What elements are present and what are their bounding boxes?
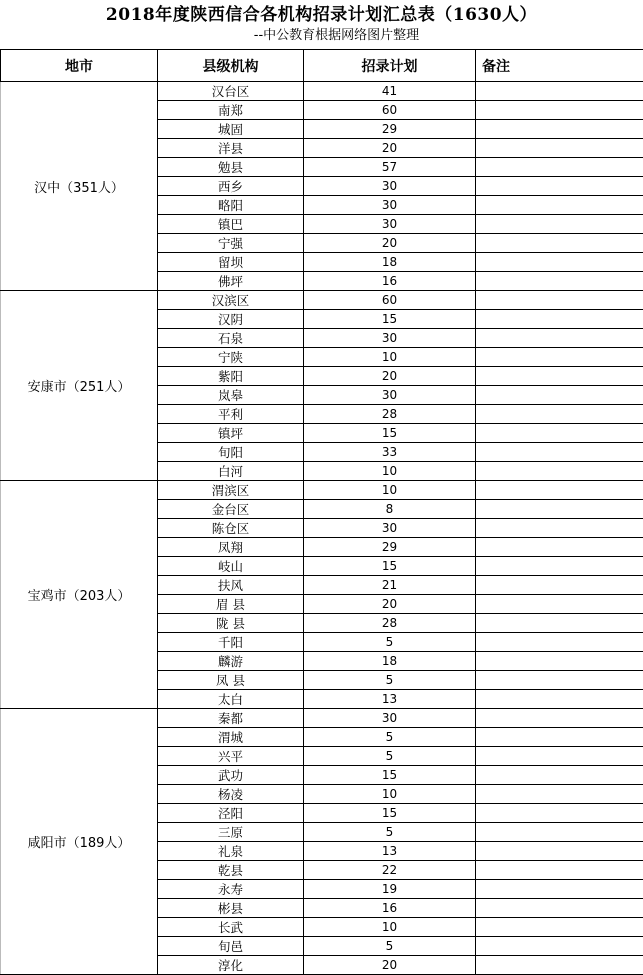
note-cell	[476, 82, 643, 101]
plan-cell: 10	[304, 348, 476, 367]
note-cell	[476, 500, 643, 519]
note-cell	[476, 462, 643, 481]
county-cell: 宁强	[158, 234, 304, 253]
plan-cell: 30	[304, 177, 476, 196]
plan-cell: 13	[304, 842, 476, 861]
plan-cell: 29	[304, 120, 476, 139]
table-row	[1, 291, 643, 310]
county-cell: 眉 县	[158, 595, 304, 614]
note-cell	[476, 519, 643, 538]
plan-cell: 8	[304, 500, 476, 519]
plan-cell: 10	[304, 481, 476, 500]
county-cell: 太白	[158, 690, 304, 709]
plan-cell: 22	[304, 861, 476, 880]
county-cell: 陇 县	[158, 614, 304, 633]
county-cell: 西乡	[158, 177, 304, 196]
county-cell: 白河	[158, 462, 304, 481]
plan-cell: 41	[304, 82, 476, 101]
plan-cell: 15	[304, 557, 476, 576]
note-cell	[476, 690, 643, 709]
note-cell	[476, 139, 643, 158]
city-cell: 宝鸡市（203人）	[1, 481, 158, 709]
plan-cell: 15	[304, 310, 476, 329]
county-cell: 岐山	[158, 557, 304, 576]
header-county: 县级机构	[158, 50, 304, 82]
county-cell: 汉阴	[158, 310, 304, 329]
note-cell	[476, 158, 643, 177]
county-cell: 渭城	[158, 728, 304, 747]
county-cell: 乾县	[158, 861, 304, 880]
note-cell	[476, 747, 643, 766]
note-cell	[476, 956, 643, 975]
plan-cell: 28	[304, 405, 476, 424]
plan-cell: 5	[304, 633, 476, 652]
note-cell	[476, 880, 643, 899]
note-cell	[476, 937, 643, 956]
county-cell: 勉县	[158, 158, 304, 177]
plan-cell: 16	[304, 272, 476, 291]
county-cell: 佛坪	[158, 272, 304, 291]
plan-cell: 60	[304, 291, 476, 310]
plan-cell: 15	[304, 424, 476, 443]
county-cell: 凤翔	[158, 538, 304, 557]
county-cell: 淳化	[158, 956, 304, 975]
plan-cell: 30	[304, 386, 476, 405]
county-cell: 永寿	[158, 880, 304, 899]
plan-cell: 5	[304, 747, 476, 766]
city-cell: 汉中（351人）	[1, 82, 158, 291]
note-cell	[476, 234, 643, 253]
county-cell: 武功	[158, 766, 304, 785]
plan-cell: 15	[304, 766, 476, 785]
recruitment-table	[0, 49, 643, 975]
plan-cell: 13	[304, 690, 476, 709]
county-cell: 镇巴	[158, 215, 304, 234]
plan-cell: 30	[304, 196, 476, 215]
county-cell: 千阳	[158, 633, 304, 652]
city-cell: 咸阳市（189人）	[1, 709, 158, 975]
note-cell	[476, 348, 643, 367]
county-cell: 旬阳	[158, 443, 304, 462]
plan-cell: 5	[304, 937, 476, 956]
header-notes: 备注	[476, 50, 643, 82]
county-cell: 南郑	[158, 101, 304, 120]
county-cell: 礼泉	[158, 842, 304, 861]
county-cell: 兴平	[158, 747, 304, 766]
note-cell	[476, 538, 643, 557]
plan-cell: 18	[304, 652, 476, 671]
plan-cell: 5	[304, 671, 476, 690]
note-cell	[476, 899, 643, 918]
note-cell	[476, 329, 643, 348]
plan-cell: 20	[304, 367, 476, 386]
note-cell	[476, 120, 643, 139]
plan-cell: 29	[304, 538, 476, 557]
plan-cell: 20	[304, 595, 476, 614]
county-cell: 陈仓区	[158, 519, 304, 538]
header-row	[1, 50, 643, 82]
county-cell: 金台区	[158, 500, 304, 519]
table-row	[1, 481, 643, 500]
plan-cell: 16	[304, 899, 476, 918]
note-cell	[476, 633, 643, 652]
county-cell: 城固	[158, 120, 304, 139]
county-cell: 渭滨区	[158, 481, 304, 500]
note-cell	[476, 481, 643, 500]
county-cell: 长武	[158, 918, 304, 937]
plan-cell: 19	[304, 880, 476, 899]
plan-cell: 57	[304, 158, 476, 177]
county-cell: 汉滨区	[158, 291, 304, 310]
plan-cell: 30	[304, 215, 476, 234]
plan-cell: 18	[304, 253, 476, 272]
note-cell	[476, 177, 643, 196]
county-cell: 凤 县	[158, 671, 304, 690]
plan-cell: 30	[304, 329, 476, 348]
note-cell	[476, 215, 643, 234]
note-cell	[476, 842, 643, 861]
note-cell	[476, 424, 643, 443]
note-cell	[476, 728, 643, 747]
note-cell	[476, 443, 643, 462]
table-row	[1, 82, 643, 101]
note-cell	[476, 557, 643, 576]
plan-cell: 10	[304, 462, 476, 481]
plan-cell: 5	[304, 823, 476, 842]
note-cell	[476, 614, 643, 633]
note-cell	[476, 652, 643, 671]
county-cell: 彬县	[158, 899, 304, 918]
plan-cell: 30	[304, 709, 476, 728]
note-cell	[476, 823, 643, 842]
plan-cell: 10	[304, 785, 476, 804]
note-cell	[476, 386, 643, 405]
note-cell	[476, 785, 643, 804]
plan-cell: 20	[304, 139, 476, 158]
note-cell	[476, 671, 643, 690]
plan-cell: 21	[304, 576, 476, 595]
plan-cell: 33	[304, 443, 476, 462]
note-cell	[476, 101, 643, 120]
county-cell: 杨凌	[158, 785, 304, 804]
note-cell	[476, 367, 643, 386]
header-plan: 招录计划	[304, 50, 476, 82]
table-row	[1, 709, 643, 728]
county-cell: 宁陕	[158, 348, 304, 367]
note-cell	[476, 918, 643, 937]
plan-cell: 30	[304, 519, 476, 538]
note-cell	[476, 576, 643, 595]
document-title: 2018年度陕西信合各机构招录计划汇总表（1630人）	[0, 4, 643, 26]
note-cell	[476, 861, 643, 880]
county-cell: 留坝	[158, 253, 304, 272]
note-cell	[476, 291, 643, 310]
county-cell: 镇坪	[158, 424, 304, 443]
note-cell	[476, 310, 643, 329]
note-cell	[476, 804, 643, 823]
note-cell	[476, 709, 643, 728]
document-subtitle: --中公教育根据网络图片整理	[0, 27, 643, 45]
county-cell: 紫阳	[158, 367, 304, 386]
county-cell: 略阳	[158, 196, 304, 215]
county-cell: 旬邑	[158, 937, 304, 956]
county-cell: 汉台区	[158, 82, 304, 101]
note-cell	[476, 253, 643, 272]
county-cell: 洋县	[158, 139, 304, 158]
header-city: 地市	[1, 50, 158, 82]
county-cell: 泾阳	[158, 804, 304, 823]
county-cell: 三原	[158, 823, 304, 842]
county-cell: 石泉	[158, 329, 304, 348]
city-cell: 安康市（251人）	[1, 291, 158, 481]
county-cell: 麟游	[158, 652, 304, 671]
plan-cell: 20	[304, 956, 476, 975]
note-cell	[476, 766, 643, 785]
plan-cell: 15	[304, 804, 476, 823]
county-cell: 岚皋	[158, 386, 304, 405]
plan-cell: 10	[304, 918, 476, 937]
county-cell: 平利	[158, 405, 304, 424]
plan-cell: 5	[304, 728, 476, 747]
county-cell: 扶风	[158, 576, 304, 595]
note-cell	[476, 405, 643, 424]
plan-cell: 60	[304, 101, 476, 120]
plan-cell: 20	[304, 234, 476, 253]
table-body	[1, 82, 643, 975]
plan-cell: 28	[304, 614, 476, 633]
county-cell: 秦都	[158, 709, 304, 728]
note-cell	[476, 196, 643, 215]
note-cell	[476, 595, 643, 614]
note-cell	[476, 272, 643, 291]
